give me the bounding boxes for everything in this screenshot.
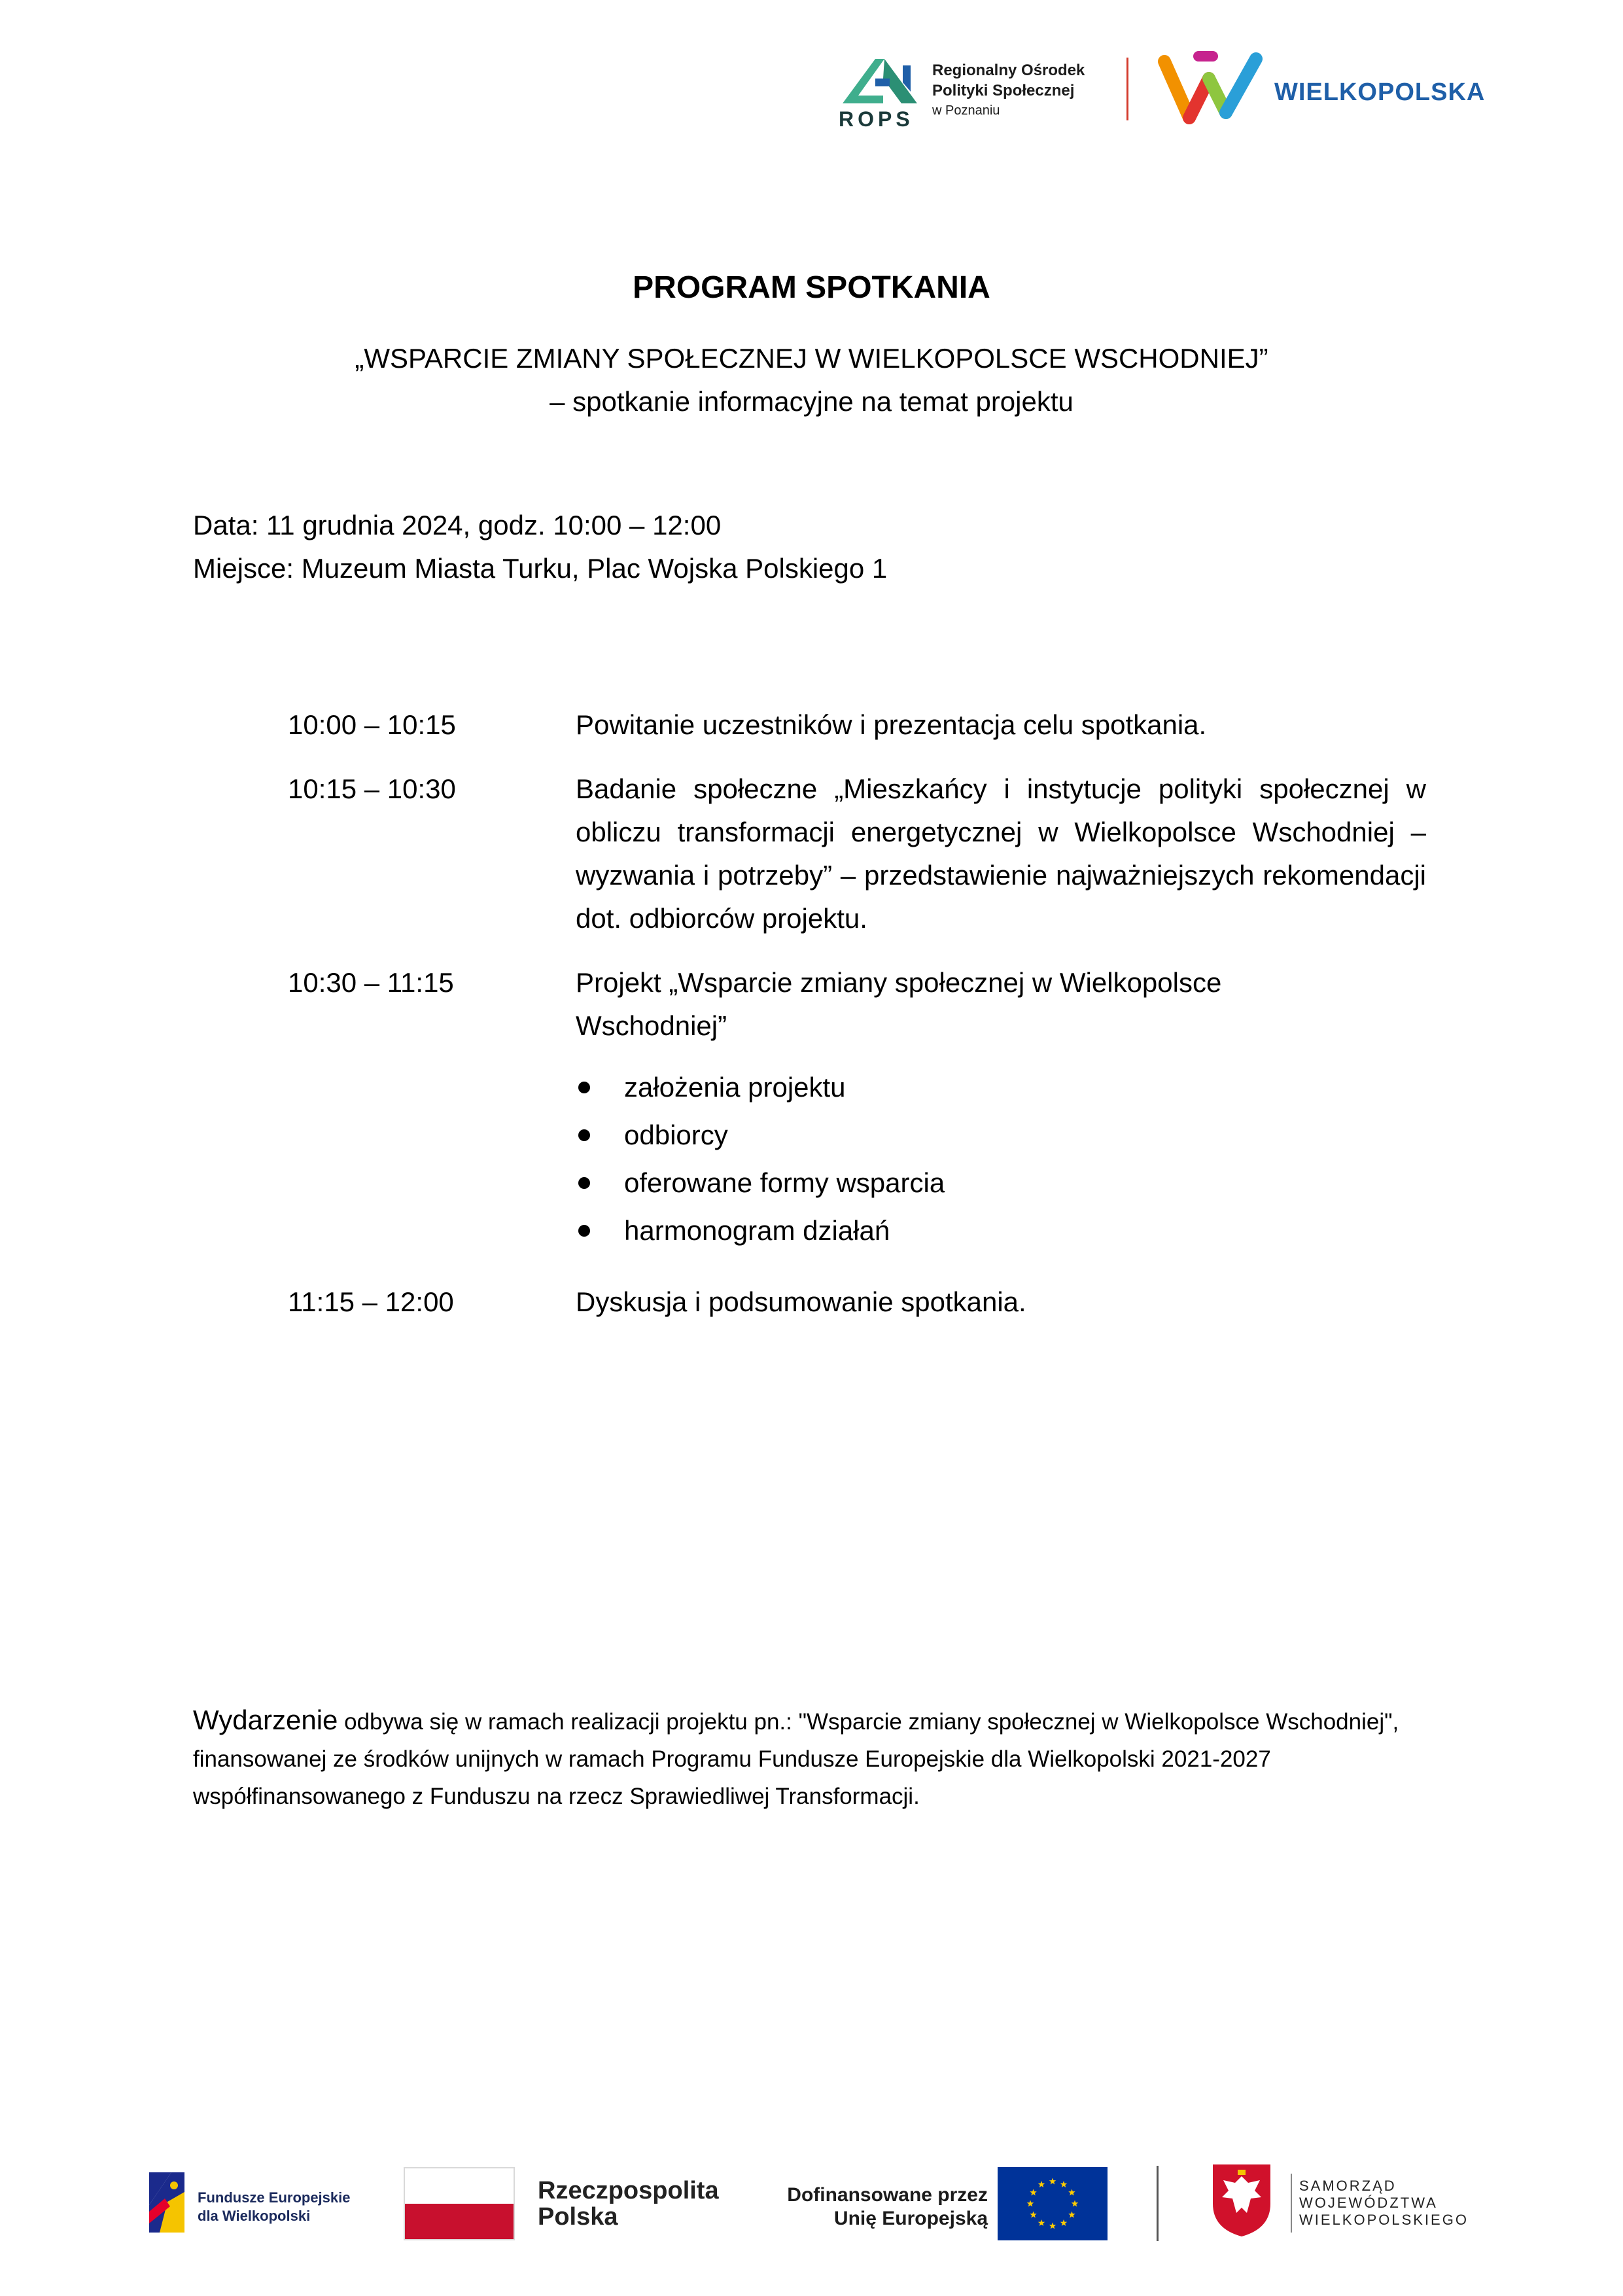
bullet-icon <box>578 1082 590 1093</box>
rzeczpospolita-polska-logo <box>404 2167 731 2240</box>
poland-flag-icon <box>404 2167 515 2240</box>
eagle-crest-icon <box>1209 2161 1274 2239</box>
meeting-details <box>193 504 887 590</box>
subtitle-line-1: „WSPARCIE ZMIANY SPOŁECZNEJ W WIELKOPOLSCE WSCHODNIEJ” <box>355 343 1268 374</box>
rops-name-line3: w Poznaniu <box>932 103 1000 118</box>
agenda-time: 10:30 – 11:15 <box>288 967 454 998</box>
rp-line-1: Rzeczpospolita <box>538 2177 719 2204</box>
fe-line-2: dla Wielkopolski <box>198 2208 311 2224</box>
list-item-text: założenia projektu <box>624 1072 846 1103</box>
wielkopolska-w-icon <box>1158 47 1263 132</box>
agenda-row <box>288 703 1426 747</box>
funding-note-lead: Wydarzenie <box>193 1704 338 1735</box>
funding-logos-bar <box>0 2153 1623 2251</box>
agenda-row <box>288 768 1426 940</box>
eu-line-2: Unię Europejską <box>833 2208 988 2229</box>
header-divider <box>1126 58 1128 120</box>
list-item-text: odbiorcy <box>624 1120 728 1150</box>
fundusze-europejskie-logo <box>145 2166 387 2239</box>
eu-flag-icon <box>998 2167 1108 2240</box>
header-logos <box>0 0 1623 170</box>
agenda-description-block <box>576 961 1426 1260</box>
agenda-sub-list <box>576 1063 1426 1254</box>
sw-line-2: WOJEWÓDZTWA <box>1299 2195 1438 2211</box>
page-title: PROGRAM SPOTKANIA <box>633 270 990 305</box>
rp-line-2: Polska <box>538 2203 618 2231</box>
samorzad-wojewodztwa-text <box>1299 2178 1469 2229</box>
agenda-row <box>288 1280 1426 1324</box>
rops-logo <box>837 52 1125 137</box>
sw-line-3: WIELKOPOLSKIEGO <box>1299 2212 1469 2228</box>
eu-line-1: Dofinansowane przez <box>787 2184 988 2206</box>
agenda-time: 10:00 – 10:15 <box>288 709 456 740</box>
agenda-time: 11:15 – 12:00 <box>288 1286 454 1317</box>
wielkopolska-wordmark: WIELKOPOLSKA <box>1274 79 1486 106</box>
agenda-description: Badanie społeczne „Mieszkańcy i instytucje polityki społecznej w obliczu transformacji energetycznej w Wielkopolsce Wschodniej – wyzwania i potrzeby” – przedstawienie najważniejszych rekomendacji dot. odbiorców projektu. <box>576 773 1426 934</box>
funding-bar-divider <box>1157 2166 1159 2241</box>
meeting-place: Miejsce: Muzeum Miasta Turku, Plac Wojska Polskiego 1 <box>193 553 888 584</box>
fundusze-europejskie-text <box>198 2189 351 2225</box>
wielkopolska-logo <box>1158 47 1485 139</box>
meeting-date: Data: 11 grudnia 2024, godz. 10:00 – 12:00 <box>193 510 722 540</box>
list-item-text: oferowane formy wsparcia <box>624 1167 945 1198</box>
agenda-description: Dyskusja i podsumowanie spotkania. <box>576 1286 1026 1317</box>
fundusze-europejskie-icon <box>145 2166 190 2239</box>
agenda-description: Powitanie uczestników i prezentacja celu spotkania. <box>576 709 1207 740</box>
list-item <box>576 1159 1426 1207</box>
eu-cofinancing-text <box>765 2183 988 2231</box>
bullet-icon <box>578 1129 590 1141</box>
eu-cofinancing-logo <box>765 2167 1106 2240</box>
rops-name <box>932 60 1085 121</box>
list-item <box>576 1111 1426 1159</box>
rops-name-line1: Regionalny Ośrodek <box>932 62 1085 79</box>
rops-acronym: ROPS <box>839 107 914 131</box>
list-item <box>576 1207 1426 1254</box>
rops-name-line2: Polityki Społecznej <box>932 82 1075 99</box>
fe-line-1: Fundusze Europejskie <box>198 2189 351 2206</box>
funding-note <box>193 1701 1436 1815</box>
agenda-time: 10:15 – 10:30 <box>288 773 456 804</box>
sw-separator <box>1291 2174 1292 2233</box>
subtitle-line-2: – spotkanie informacyjne na temat projektu <box>550 386 1073 417</box>
agenda-row <box>288 961 1426 1260</box>
bullet-icon <box>578 1225 590 1237</box>
sw-line-1: SAMORZĄD <box>1299 2178 1397 2194</box>
funding-note-text: odbywa się w ramach realizacji projektu pn.: "Wsparcie zmiany społecznej w Wielkopolsce Wschodniej", finansowanej ze środków unijnych w ramach Programu Fundusze Europejskie dla Wielkopolski 2021-2027 współfinansowanego z Funduszu na rzecz Sprawiedliwej Transformacji. <box>193 1709 1399 1809</box>
agenda-description: Projekt „Wsparcie zmiany społecznej w Wielkopolsce Wschodniej” <box>576 967 1222 1041</box>
samorzad-wojewodztwa-logo <box>1209 2161 1484 2246</box>
list-item <box>576 1063 1426 1111</box>
list-item-text: harmonogram działań <box>624 1215 890 1246</box>
agenda <box>288 703 1426 1345</box>
rzeczpospolita-polska-text <box>538 2178 719 2230</box>
bullet-icon <box>578 1177 590 1189</box>
page-subtitle <box>0 337 1623 423</box>
